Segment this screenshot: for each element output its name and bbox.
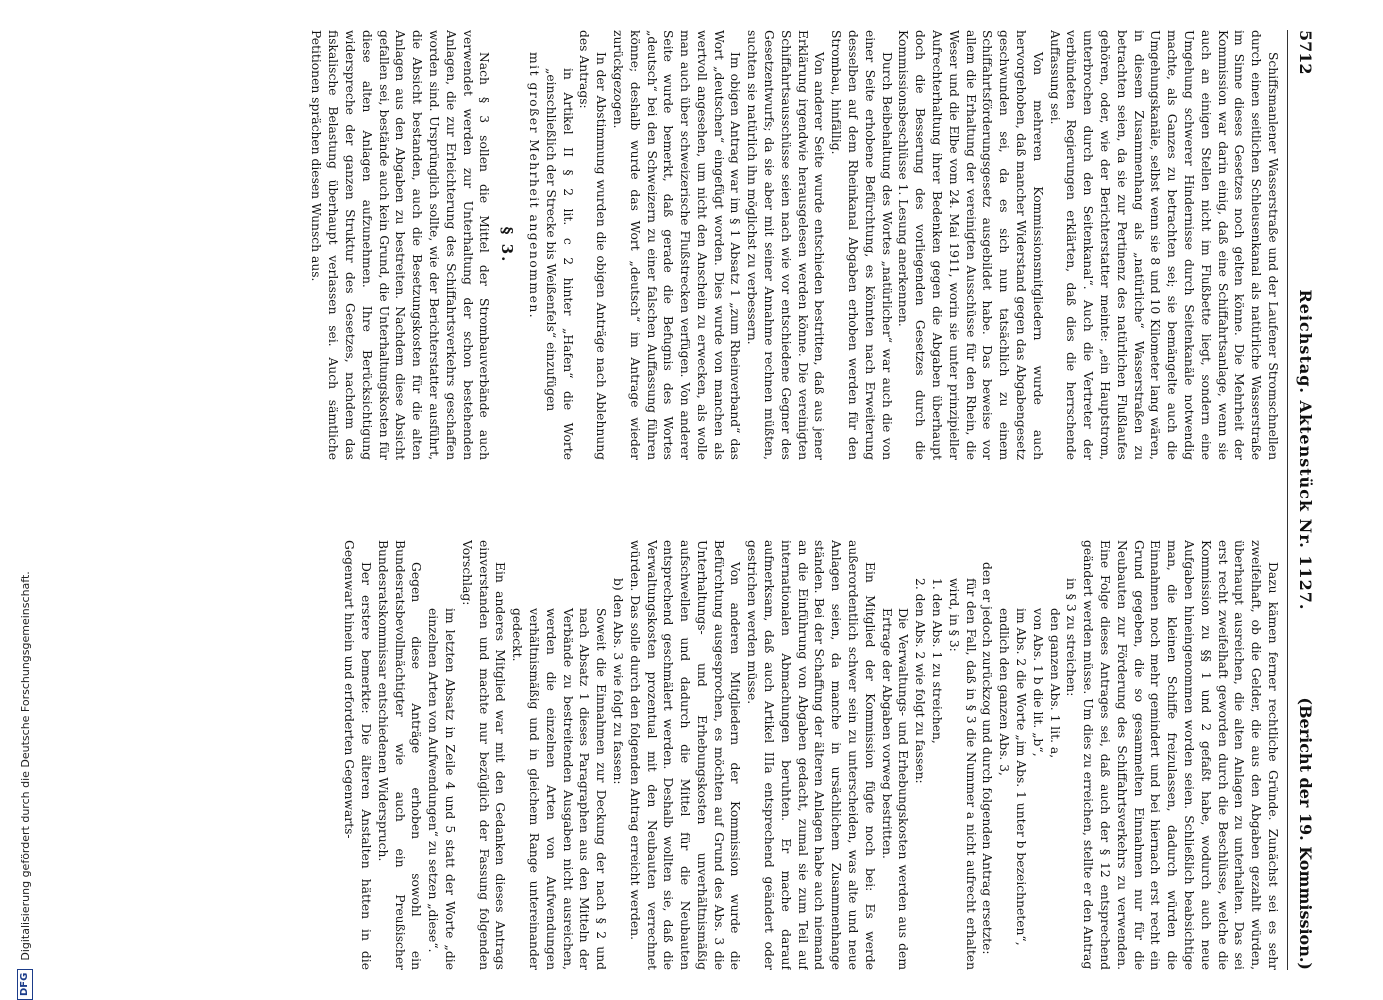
list-item: Die Verwaltungs- und Erhebungskosten werden aus dem Ertrage der Abgaben vorweg bestritten.	[879, 608, 911, 970]
list-item: für den Fall, daß in § 3 die Nummer a nicht aufrecht erhalten wird, in § 3:	[946, 578, 978, 970]
paragraph: Nach § 3 sollen die Mittel der Strombauverbände auch verwendet werden zur Unterhaltung der schon bestehenden Anlagen, die zur Erleichterung des Schiffahrtsverkehrs geschaffen worden sind. Ursprünglich sollte, wie der Berichterstatter ausführt, die Absicht bestanden, auch die Besetzungskosten für die alten Anlagen aus den Abgaben zu bestreiten. Nachdem diese Absicht gefallen sei, bestände auch kein Grund, die Unterhaltungskosten für diese alten Anlagen aufzunehmen. Ihre Berücksichtigung widerspreche der ganzen Struktur des Gesetzes, nachdem das fiskalische Belastung überhaupt verlassen sei. Auch sämtliche Petitionen sprächen diesen Wunsch aus.	[309, 30, 492, 460]
list-item: 2. den Abs. 2 wie folgt zu fassen:	[913, 578, 928, 784]
page-title: Reichstag. Aktenstück Nr. 1127.	[1296, 289, 1315, 611]
paragraph: Von mehreren Kommissionsmitgliedern wurde auch hervorgehoben, daß mancher Widerstand gegen das Abgabengesetz geschwunden sei, da es sich nun tatsächlich zu einem Schiffahrtsförderungsgesetz ausgebildet habe. Das beweise vor allem die Erhaltung der vereinigten Ausschüsse für den Rhein, die Weser und die Elbe vom 24. Mai 1911, worin sie unter prinzipieller Aufrechterhaltung ihrer Bedenken gegen die Abgaben überhaupt doch die Besserung des vorliegenden Gesetzes durch die Kommissionsbeschlüsse 1. Lesung anerkennen.	[896, 30, 1045, 460]
paragraph: Dazu kämen ferner rechtliche Gründe. Zunächst sei es sehr zweifelhaft, ob die Gelder, die aus den Abgaben gezahlt würden, überhaupt ausreichen, die alten Anlagen zu unterhalten. Das sei erst recht zweifelhaft geworden durch die Beschlüsse, welche die Kommission zu §§ 1 und 2 gefaßt habe, wodurch auch neue Aufgaben hineingenommen worden seien. Schließlich beabsichtige man, die kleinen Schiffe freizulassen, dadurch würden die Einnahmen noch mehr gemindert und bei hiernach erst recht ein Grund gegeben, die so gesammelten Einnahmen nur für die Neubauten zur Förderung des Schiffahrtsverkehrs zu verwenden. Eine Folge dieses Antrages sei, daß auch der § 12 entsprechend geändert werden müsse. Um dies zu erreichen, stellte er den Antrag	[1081, 540, 1280, 970]
paragraph: Der erstere bemerkte: Die älteren Anstalten hätten in die Gegenwart hinein und erforderten Gegenwarts-	[342, 540, 373, 970]
paragraph: mit großer Mehrheit angenommen.	[526, 52, 541, 320]
header-rule	[1287, 30, 1288, 970]
left-column	[76, 30, 1281, 460]
paragraph: Ein anderes Mitglied war mit den Gedanken dieses Antrags einverstanden und machte nur bezüglich der Fassung folgenden Vorschlag:	[459, 540, 508, 970]
list-item: endlich den ganzen Abs. 3,	[997, 608, 1012, 776]
paragraph: den er jedoch zurückzog und durch folgenden Antrag ersetzte:	[980, 562, 995, 955]
page-number: 5712	[1296, 30, 1315, 75]
page-header	[1291, 30, 1315, 970]
paragraph: Gegen diese Anträge erhoben sowohl ein Bundesratsbevollmächtigter wie auch ein Preußischer Bundesratskommissar entschiedenen Widerspruch.	[375, 540, 424, 970]
paragraph: Von anderen Mitgliedern der Kommission wurde die Befürchtung ausgesprochen, es möchten auf Grund des Abs. 3 die Unterhaltungs- und Erhebungskosten unverhältnismäßig aufschwellen und dadurch die Mittel für die Neubauten entsprechend geschmälert werden. Deshalb wollten sie, daß die Verwaltungskosten prozentual mit den Neubauten verrechnet würden. Das solle durch den folgenden Antrag erreicht werden.	[627, 540, 743, 970]
section-title: (Bericht der 19. Kommission.)	[1296, 697, 1315, 970]
list-item: 1. den Abs. 1 zu streichen,	[930, 578, 945, 744]
list-item: b) den Abs. 3 wie folgt zu fassen:	[610, 578, 625, 785]
paragraph: Ein Mitglied der Kommission fügte noch bei: Es werde außerordentlich schwer sein zu unterscheiden, was alte und neue Anlagen seien, da manche in ursächlichem Zusammenhange ständen. Bei der Schaffung der älteren Anlagen habe auch niemand an die Einführung von Abgaben gedacht, zumal sie zum Teil auf internationalen Abmachungen beruhten. Er mache darauf aufmerksam, daß auch Artikel IIIa entsprechend geändert oder gestrichen werden müsse.	[745, 540, 877, 970]
dfg-logo: DFG	[17, 969, 33, 1000]
list-item: Soweit die Einnahmen zur Deckung der nach § 2 und nach Absatz 1 dieses Paragraphen aus den Mitteln der Verbände zu bestreitenden Ausgaben nicht ausreichen, werden die einzelnen Arten von Aufwendungen verhältnismäßig und in gleichem Range untereinander gedeckt.	[510, 608, 609, 970]
list-item: den ganzen Abs. 1 lit. a,	[1047, 608, 1062, 759]
right-column	[76, 540, 1281, 970]
footer-text: Digitalisierung gefördert durch die Deutsche Forschungsgemeinschaft.	[18, 571, 32, 961]
paragraph: Schiffsmanlener Wasserstraße und der Laufener Stromschnellen durch einen seitlichen Schleusenkanal als natürliche Wasserstraße im Sinne dieses Gesetzes noch gelten könne. Die Mehrheit der Kommission war darin einig, daß eine Schiffahrtsanlage, wenn sie auch an einigen Stellen nicht im Flußbette liegt, sondern eine Umgehung schwerer Hindernisse durch Seitenkanäle notwendig machte, als Ganzes zu betrachten sei; sie bemängelte auch die Umgehungskanäle, selbst wenn sie 8 und 10 Kilometer lang wären, in diesem Zusammenhang als „natürliche“ Wasserstraßen zu betrachten seien, da sie zur Pertinenz des natürlichen Flußlaufes gehören, oder, wie der Berichterstatter meinte: „ein Hauptstrom, unterbrochen durch den Seitenkanal“. Auch die Vertreter der verbündeten Regierungen erklärten, daß dies die herrschende Auffassung sei.	[1047, 30, 1280, 460]
section-heading: § 3.	[498, 226, 517, 264]
quoted-amendment: in Artikel II § 2 lit. c 2 hinter „Hafen“ die Worte „einschließlich der Strecke bis Weißenfels“ einzufügen	[543, 68, 575, 460]
paragraph: Im obigen Antrag war im § 1 Absatz 1 „zum Rheinverband“ das Wort „deutschen“ eingefügt worden. Dies wurde von manchen als wertvoll angesehen, um nicht den Anschein zu erwecken, als wolle man auch über schweizerische Flußstrecken verfügen. Von anderer Seite wurde bemerkt, daß gerade die Befugnis des Wortes „deutsch“ bei den Schweizern zu einer falschen Auffassung führen könne; deshalb wurde das Wort „deutsch“ im Antrage wieder zurückgezogen.	[610, 30, 743, 460]
list-item: von Abs. 1 b die lit. „b“,	[1030, 608, 1045, 757]
list-item: in § 3 zu streichen:	[1064, 578, 1079, 697]
list-item: im letzten Absatz in Zeile 4 und 5 statt der Worte „die einzelnen Arten von Aufwendungen“ zu setzen „diese“.	[426, 608, 457, 970]
list-item: im Abs. 2 die Worte „im Abs. 1 unter b bezeichneten“,	[1014, 608, 1029, 946]
paragraph: In der Abstimmung wurden die obigen Anträge nach Ablehnung des Antrags:	[577, 30, 609, 460]
paragraph: Durch Beibehaltung des Wortes „natürlicher“ war auch die von einer Seite erhobene Befürchtung, es könnten nach Erweiterung desselben auf dem Rheinkanal Abgaben erhoben werden für den Strombau, hinfällig.	[829, 30, 894, 460]
paragraph: Von anderer Seite wurde entschieden bestritten, daß aus jener Erklärung irgendwie herausgelesen werden könne. Die vereinigten Schiffahrtsausschüsse seien nach wie vor entschiedene Gegner des Gesetzentwurfs; da sie aber mit seiner Annahme rechnen müßten, suchten sie natürlich ihn möglichst zu verbessern.	[745, 30, 827, 460]
